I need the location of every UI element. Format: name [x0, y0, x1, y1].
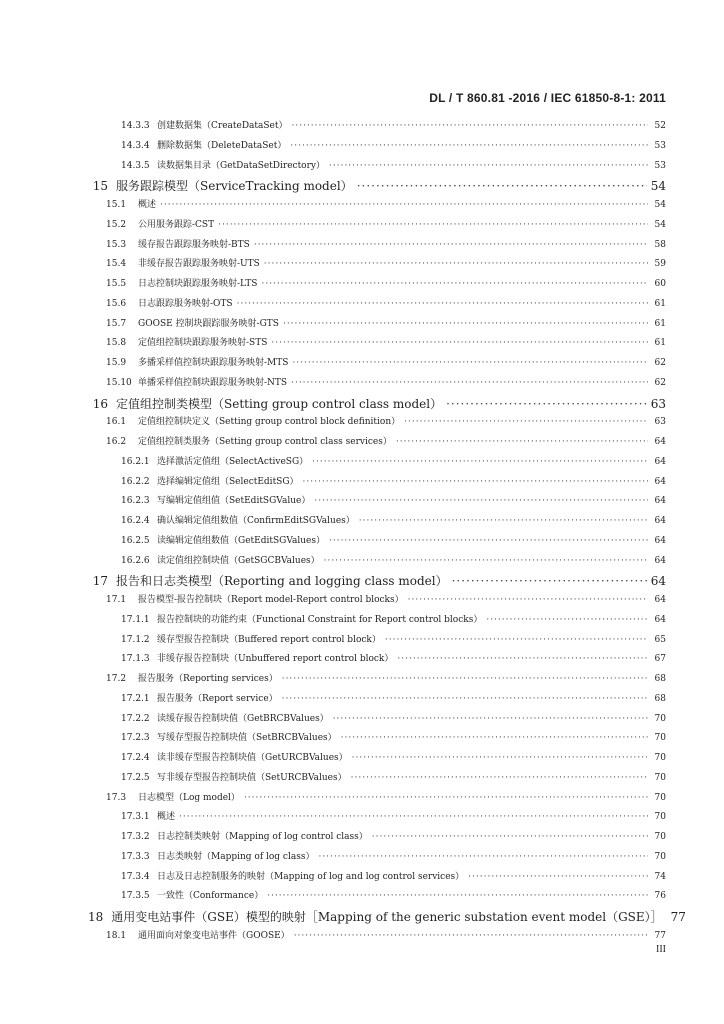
- toc-leader-dots: [160, 200, 648, 210]
- toc-entry-title: 日志控制类映射（Mapping of log control class）: [157, 832, 368, 842]
- toc-entry-title: 确认编辑定值组数值（ConfirmEditSGValues）: [157, 516, 355, 526]
- toc-entry[interactable]: [0, 829, 666, 842]
- toc-entry-number: 18: [88, 910, 104, 924]
- toc-entry[interactable]: [0, 928, 666, 941]
- toc-entry-page: 64: [654, 516, 666, 526]
- toc-leader-dots: [329, 161, 648, 171]
- toc-leader-dots: [218, 220, 648, 230]
- toc-entry[interactable]: [0, 730, 666, 743]
- toc-entry-page: 59: [654, 259, 666, 270]
- toc-entry-number: 17.3.5: [121, 891, 150, 902]
- toc-entry-page: 63: [654, 417, 666, 428]
- toc-entry-title: 日志及日志控制服务的映射（Mapping of log and log control services）: [157, 871, 465, 882]
- toc-entry-number: 17.1.3: [121, 654, 150, 665]
- page-number: III: [656, 944, 666, 955]
- toc-entry[interactable]: [0, 177, 666, 194]
- toc-entry-title: 定值组控制类服务（Setting group control class services）: [138, 437, 392, 447]
- toc-entry-number: 14.3.3: [121, 121, 150, 131]
- toc-leader-dots: [357, 179, 647, 193]
- toc-entry-title: 定值组控制块定义（Setting group control block definition）: [138, 417, 401, 428]
- toc-entry[interactable]: [0, 592, 666, 605]
- toc-entry-number: 15.6: [106, 298, 127, 309]
- toc-entry-number: 16.2.1: [121, 456, 150, 467]
- toc-entry-title: 报告服务（Reporting services）: [138, 674, 278, 684]
- toc-entry-page: 74: [654, 871, 666, 882]
- toc-entry-title: 通用面向对象变电站事件（GOOSE）: [138, 930, 290, 941]
- toc-entry-title: 概述: [138, 200, 157, 210]
- toc-leader-dots: [282, 674, 648, 684]
- toc-leader-dots: [294, 931, 648, 941]
- toc-entry[interactable]: [0, 414, 666, 427]
- toc-entry-title: 报告和日志类模型（Reporting and logging class model）: [116, 574, 448, 589]
- toc-entry-page: 77: [654, 930, 666, 941]
- toc-entry-title: 选择编辑定值组（SelectEditSG）: [157, 476, 299, 487]
- toc-entry[interactable]: [0, 869, 666, 882]
- toc-entry-number: 15.7: [106, 318, 127, 329]
- toc-entry-number: 15.4: [106, 259, 127, 270]
- toc-leader-dots: [404, 417, 648, 427]
- toc-entry-title: 创建数据集（CreateDataSet）: [157, 121, 288, 131]
- toc-entry-page: 76: [654, 891, 666, 902]
- toc-entry-number: 16.2: [106, 437, 127, 447]
- toc-entry-title: 写缓存型报告控制块值（SetBRCBValues）: [157, 733, 337, 744]
- toc-entry-page: 53: [654, 140, 666, 151]
- toc-entry-title: 日志模型（Log model）: [138, 792, 240, 803]
- toc-leader-dots: [244, 793, 648, 803]
- toc-entry-title: 单播采样值控制块跟踪服务映射-NTS: [138, 377, 288, 388]
- toc-entry[interactable]: [0, 888, 666, 901]
- toc-entry-title: 非缓存报告跟踪服务映射-UTS: [138, 259, 260, 270]
- toc-entry-title: 定值组控制类模型（Setting group control class model）: [116, 396, 443, 411]
- toc-entry-title: 报告服务（Report service）: [157, 693, 278, 704]
- toc-leader-dots: [333, 714, 648, 724]
- toc-entry-page: 64: [654, 555, 666, 566]
- toc-entry[interactable]: [0, 790, 666, 803]
- toc-entry-page: 64: [650, 574, 666, 589]
- toc-entry-title: 缓存报告跟踪服务映射-BTS: [138, 239, 250, 250]
- toc-entry[interactable]: [0, 572, 666, 589]
- toc-leader-dots: [385, 635, 648, 645]
- toc-entry-page: 61: [654, 298, 666, 309]
- toc-entry-number: 15.8: [106, 338, 127, 349]
- toc-leader-dots: [312, 457, 648, 467]
- toc-entry-number: 17.2.1: [121, 693, 150, 704]
- toc-entry-title: 通用变电站事件（GSE）模型的映射［Mapping of the generic substation event model（GSE）］: [111, 910, 663, 924]
- toc-entry[interactable]: [0, 375, 666, 388]
- toc-leader-dots: [446, 397, 647, 411]
- toc-leader-dots: [324, 556, 648, 566]
- toc-entry-title: 概述: [157, 812, 176, 823]
- toc-entry[interactable]: [0, 395, 666, 412]
- toc-entry-page: 70: [654, 812, 666, 823]
- toc-entry-page: 54: [654, 200, 666, 210]
- toc-entry-title: 定值组控制块跟踪服务映射-STS: [138, 338, 268, 349]
- toc-entry-title: 服务跟踪模型（ServiceTracking model）: [116, 179, 353, 194]
- toc-entry-title: 非缓存报告控制块（Unbuffered report control block）: [157, 654, 394, 665]
- toc-entry-page: 62: [654, 377, 666, 388]
- toc-entry[interactable]: [0, 276, 666, 289]
- toc-entry-page: 65: [654, 634, 666, 645]
- toc-entry-number: 15.5: [106, 279, 127, 289]
- toc-entry-number: 17.2.4: [121, 753, 150, 763]
- toc-leader-dots: [290, 141, 648, 151]
- toc-leader-dots: [254, 240, 648, 250]
- toc-entry-page: 70: [654, 733, 666, 744]
- toc-entry-title: 报告模型-报告控制块（Report model-Report control blocks）: [138, 595, 404, 605]
- toc-leader-dots: [179, 812, 648, 822]
- toc-entry-page: 53: [654, 160, 666, 171]
- toc-leader-dots: [397, 654, 648, 664]
- toc-entry-title: 日志类映射（Mapping of log class）: [157, 851, 315, 862]
- toc-entry-number: 18.1: [106, 930, 127, 941]
- toc-entry-page: 70: [654, 753, 666, 763]
- toc-entry[interactable]: [0, 750, 666, 763]
- toc-entry-title: 写非缓存型报告控制块值（SetURCBValues）: [157, 772, 347, 783]
- toc-entry[interactable]: [0, 197, 666, 210]
- toc-entry-title: 读编辑定值组数值（GetEditSGValues）: [157, 535, 325, 546]
- toc-leader-dots: [351, 773, 648, 783]
- toc-leader-dots: [271, 338, 648, 348]
- toc-entry-number: 16: [92, 396, 108, 411]
- toc-entry[interactable]: [0, 454, 666, 467]
- toc-entry-number: 15.9: [106, 358, 127, 368]
- toc-entry-page: 61: [654, 338, 666, 349]
- toc-entry-number: 17.3.1: [121, 812, 150, 823]
- toc-entry-title: 日志控制块跟踪服务映射-LTS: [138, 279, 258, 289]
- toc-entry-title: 缓存型报告控制块（Buffered report control block）: [157, 634, 381, 645]
- toc-leader-dots: [237, 299, 648, 309]
- toc-entry-page: 70: [654, 851, 666, 862]
- toc-leader-dots: [292, 358, 648, 368]
- toc-entry-title: 读数据集目录（GetDataSetDirectory）: [157, 160, 325, 171]
- toc-entry-number: 17.1.1: [121, 614, 150, 625]
- toc-entry-title: 多播采样值控制块跟踪服务映射-MTS: [138, 358, 289, 368]
- toc-entry-number: 17.3.2: [121, 832, 150, 842]
- toc-leader-dots: [261, 279, 648, 289]
- toc-entry-title: 选择激活定值组（SelectActiveSG）: [157, 456, 309, 467]
- toc-leader-dots: [318, 852, 648, 862]
- toc-entry-page: 64: [654, 614, 666, 625]
- toc-entry-page: 70: [654, 832, 666, 842]
- toc-entry-page: 67: [654, 654, 666, 665]
- toc-entry-number: 16.2.3: [121, 496, 150, 507]
- toc-entry[interactable]: [0, 533, 666, 546]
- toc-entry-page: 64: [654, 456, 666, 467]
- toc-entry-number: 17.3: [106, 792, 127, 803]
- toc-entry-page: 52: [654, 121, 666, 131]
- toc-entry-title: 读定值组控制块值（GetSGCBValues）: [157, 555, 320, 566]
- toc-entry-page: 61: [654, 318, 666, 329]
- toc-entry-page: 77: [670, 910, 686, 924]
- toc-entry[interactable]: [0, 217, 666, 230]
- toc-entry[interactable]: [0, 335, 666, 348]
- toc-leader-dots: [303, 477, 648, 487]
- toc-entry-number: 14.3.4: [121, 140, 150, 151]
- toc-entry[interactable]: [0, 158, 666, 171]
- toc-entry-title: 日志跟踪服务映射-OTS: [138, 298, 233, 309]
- toc-entry-title: 报告控制块的功能约束（Functional Constraint for Report control blocks）: [157, 614, 483, 625]
- toc-entry-page: 63: [650, 396, 666, 411]
- toc-leader-dots: [292, 121, 649, 131]
- toc-entry[interactable]: [0, 809, 666, 822]
- toc-entry[interactable]: [0, 770, 666, 783]
- toc-leader-dots: [282, 694, 648, 704]
- toc-entry-title: GOOSE 控制块跟踪服务映射-GTS: [138, 318, 279, 329]
- toc-leader-dots: [314, 496, 648, 506]
- toc-entry-number: 16.2.5: [121, 535, 150, 546]
- toc-entry-number: 16.1: [106, 417, 127, 428]
- toc-leader-dots: [396, 437, 648, 447]
- toc-entry[interactable]: [0, 434, 666, 447]
- toc-leader-dots: [468, 872, 648, 882]
- toc-entry-number: 17: [92, 574, 108, 589]
- toc-entry[interactable]: [0, 632, 666, 645]
- toc-entry-title: 写编辑定值组值（SetEditSGValue）: [157, 496, 311, 507]
- toc-entry-number: 15.1: [106, 200, 127, 210]
- toc-leader-dots: [359, 516, 648, 526]
- toc-entry[interactable]: [0, 711, 666, 724]
- toc-entry-title: 删除数据集（DeleteDataSet）: [157, 140, 287, 151]
- toc-entry[interactable]: [0, 256, 666, 269]
- toc-entry-page: 70: [654, 792, 666, 803]
- toc-leader-dots: [486, 615, 648, 625]
- toc-entry-number: 15.2: [106, 219, 127, 230]
- toc-entry-number: 15.3: [106, 239, 127, 250]
- toc-entry-page: 54: [654, 219, 666, 230]
- toc-entry[interactable]: [0, 237, 666, 250]
- toc-entry-number: 16.2.6: [121, 555, 150, 566]
- toc-leader-dots: [452, 574, 647, 588]
- toc-leader-dots: [291, 378, 648, 388]
- toc-entry[interactable]: [0, 691, 666, 704]
- toc-entry[interactable]: [0, 513, 666, 526]
- toc-entry[interactable]: [0, 355, 666, 368]
- toc-entry-number: 17.1: [106, 595, 127, 605]
- toc-entry-number: 17.2: [106, 674, 127, 684]
- toc-entry[interactable]: [0, 671, 666, 684]
- toc-entry-number: 17.3.4: [121, 871, 150, 882]
- toc-entry-title: 公用服务跟踪-CST: [138, 219, 215, 230]
- toc-entry[interactable]: [0, 849, 666, 862]
- toc-entry-title: 读非缓存型报告控制块值（GetURCBValues）: [157, 753, 348, 763]
- toc-entry[interactable]: [0, 908, 686, 925]
- toc-entry-page: 64: [654, 595, 666, 605]
- toc-entry-page: 64: [654, 496, 666, 507]
- toc-leader-dots: [352, 753, 648, 763]
- toc-leader-dots: [408, 595, 648, 605]
- toc-entry-number: 15.10: [106, 377, 132, 388]
- toc-entry-page: 60: [654, 279, 666, 289]
- toc-entry[interactable]: [0, 118, 666, 131]
- toc-entry-title: 读缓存报告控制块值（GetBRCBValues）: [157, 713, 329, 724]
- toc-entry-title: 一致性（Conformance）: [157, 891, 264, 902]
- toc-entry-page: 70: [654, 772, 666, 783]
- toc-entry-number: 17.1.2: [121, 634, 150, 645]
- toc-entry-page: 54: [650, 179, 666, 194]
- toc-entry-page: 58: [654, 239, 666, 250]
- toc-leader-dots: [372, 832, 648, 842]
- toc-entry-number: 15: [92, 179, 108, 194]
- toc-entry[interactable]: [0, 612, 666, 625]
- toc-leader-dots: [264, 259, 648, 269]
- toc-entry-page: 62: [654, 358, 666, 368]
- toc-leader-dots: [341, 733, 648, 743]
- toc-entry-number: 17.2.5: [121, 772, 150, 783]
- toc-entry-page: 64: [654, 535, 666, 546]
- document-header: DL / T 860.81 -2016 / IEC 61850-8-1: 2011: [429, 91, 666, 105]
- toc-entry-number: 14.3.5: [121, 160, 150, 171]
- toc-entry[interactable]: [0, 493, 666, 506]
- toc-entry-number: 17.2.3: [121, 733, 150, 744]
- toc-entry[interactable]: [0, 138, 666, 151]
- toc-entry[interactable]: [0, 296, 666, 309]
- toc-entry[interactable]: [0, 316, 666, 329]
- toc-entry-number: 16.2.2: [121, 476, 150, 487]
- toc-entry[interactable]: [0, 474, 666, 487]
- toc-leader-dots: [267, 891, 648, 901]
- toc-leader-dots: [329, 536, 648, 546]
- toc-entry-number: 17.3.3: [121, 851, 150, 862]
- toc-entry-number: 17.2.2: [121, 713, 150, 724]
- toc-entry[interactable]: [0, 651, 666, 664]
- toc-entry-number: 16.2.4: [121, 516, 150, 526]
- toc-entry-page: 64: [654, 476, 666, 487]
- toc-leader-dots: [283, 319, 648, 329]
- toc-entry[interactable]: [0, 553, 666, 566]
- toc-entry-page: 68: [654, 674, 666, 684]
- toc-entry-page: 64: [654, 437, 666, 447]
- toc-entry-page: 68: [654, 693, 666, 704]
- toc-entry-page: 70: [654, 713, 666, 724]
